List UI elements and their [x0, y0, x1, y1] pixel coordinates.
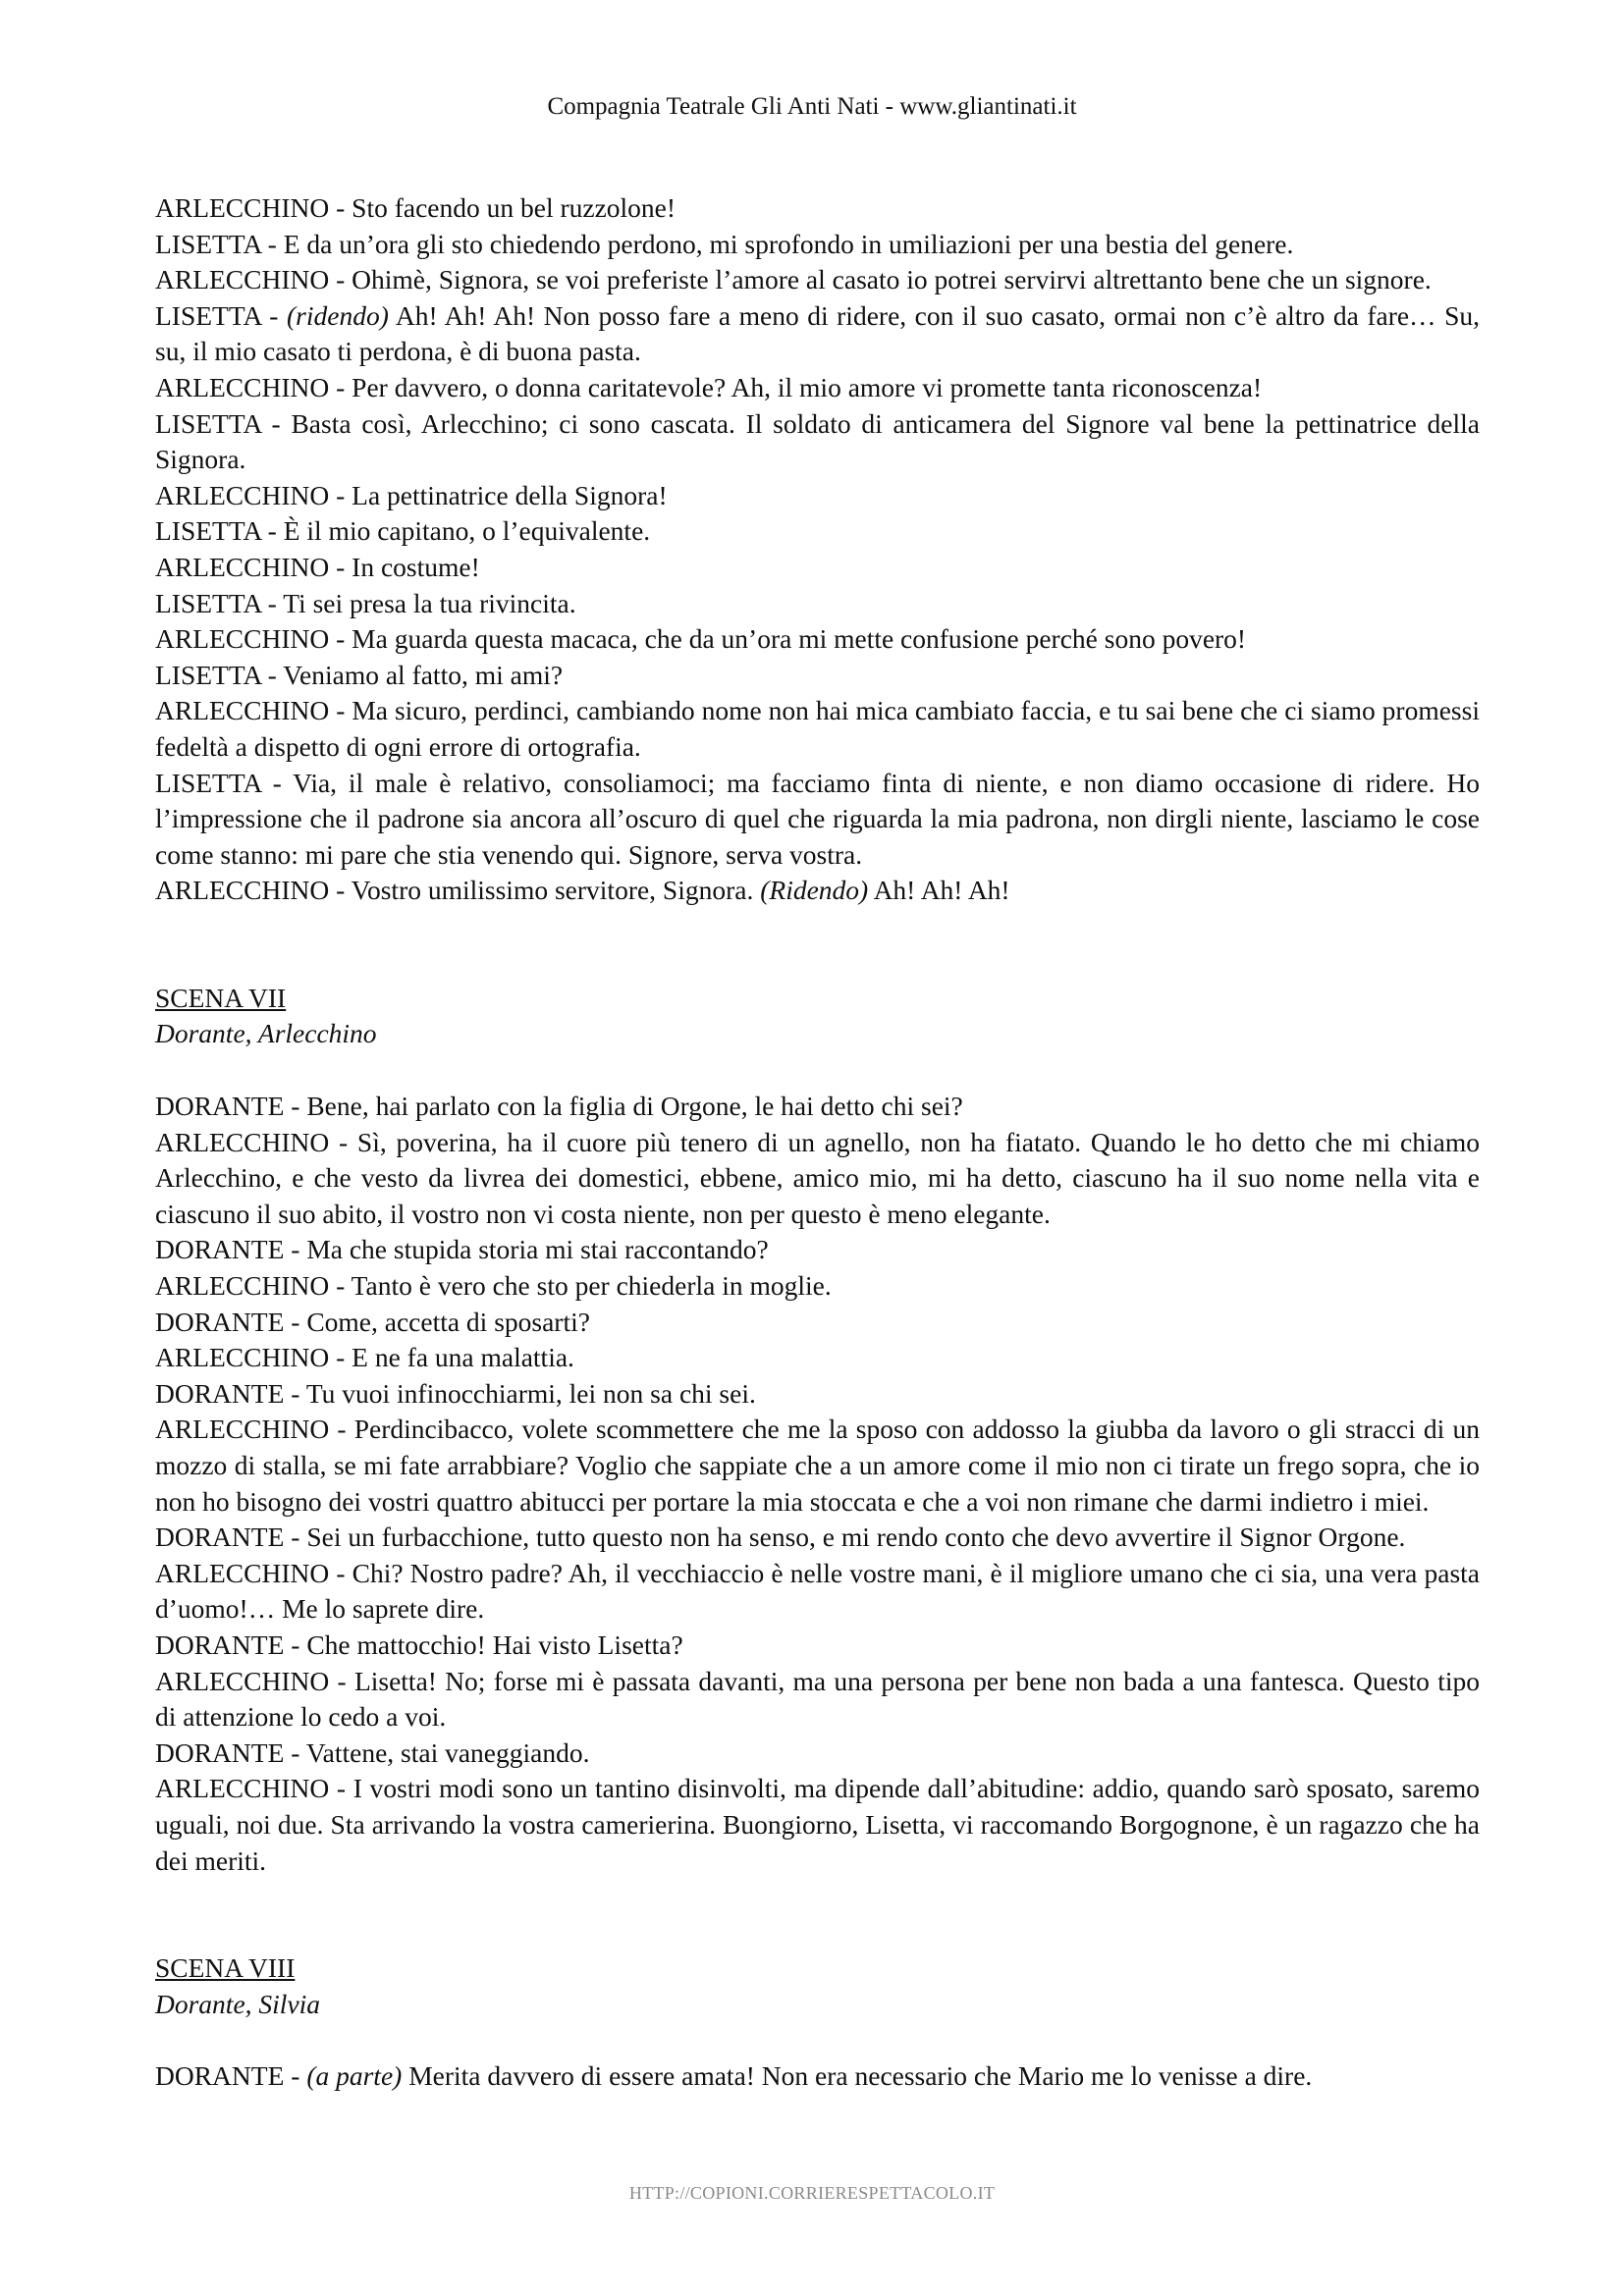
dialogue-line: ARLECCHINO - I vostri modi sono un tantino disinvolti, ma dipende dall’abitudine: addio, quando sarò sposato, saremo uguali, noi due. Sta arrivando la vostra camerierina. Buongiorno, Lisetta, vi raccomando Borgognone, è un ragazzo che ha dei meriti. — [155, 1773, 1480, 1876]
dialogue-line: DORANTE - Bene, hai parlato con la figlia di Orgone, le hai detto chi sei? — [155, 1091, 963, 1122]
dialogue-block — [155, 190, 1480, 909]
dialogue-line: LISETTA - E da un’ora gli sto chiedendo perdono, mi sprofondo in umiliazioni per una bestia del genere. — [155, 228, 1294, 259]
page-header: Compagnia Teatrale Gli Anti Nati - www.gliantinati.it — [547, 93, 1077, 120]
scene-8 — [155, 1950, 1480, 2095]
dialogue-line: ARLECCHINO - Lisetta! No; forse mi è passata davanti, ma una persona per bene non bada a una fantesca. Questo tipo di attenzione lo cedo a voi. — [155, 1665, 1480, 1733]
dialogue-line: ARLECCHINO - Sì, poverina, ha il cuore più tenero di un agnello, non ha fiatato. Quando le ho detto che mi chiamo Arlecchino, e che vesto da livrea dei domestici, ebbene, amico mio, mi ha detto, ciascuno ha il suo nome nella vita e ciascuno il suo abito, il vostro non vi costa niente, non per questo è meno elegante. — [155, 1126, 1480, 1229]
dialogue-line: ARLECCHINO - In costume! — [155, 551, 480, 582]
dialogue-line: DORANTE - Sei un furbacchione, tutto questo non ha senso, e mi rendo conto che devo avvertire il Signor Orgone. — [155, 1522, 1406, 1553]
dialogue-line: ARLECCHINO - Ma guarda questa macaca, che da un’ora mi mette confusione perché sono povero! — [155, 623, 1247, 655]
dialogue-line: ARLECCHINO - Sto facendo un bel ruzzolone! — [155, 192, 677, 223]
dialogue-line: ARLECCHINO - La pettinatrice della Signora! — [155, 479, 668, 510]
dialogue-line: LISETTA - Basta così, Arlecchino; ci sono cascata. Il soldato di anticamera del Signore val bene la pettinatrice della Signora. — [155, 407, 1480, 475]
dialogue-line: DORANTE - Ma che stupida storia mi stai raccontando? — [155, 1234, 769, 1265]
dialogue-line: ARLECCHINO - Ohimè, Signora, se voi preferiste l’amore al casato io potrei servirvi altrettanto bene che un signore. — [155, 264, 1432, 295]
scene-characters: Dorante, Silvia — [155, 1988, 321, 2019]
dialogue-line: DORANTE - Tu vuoi infinocchiarmi, lei non sa chi sei. — [155, 1377, 756, 1409]
stage-direction: (Ridendo) — [760, 875, 869, 906]
dialogue-line: DORANTE - Vattene, stai vaneggiando. — [155, 1736, 590, 1768]
dialogue-line: LISETTA - Via, il male è relativo, consoliamoci; ma facciamo finta di niente, e non diamo occasione di ridere. Ho l’impressione che il padrone sia ancora all’oscuro di quel che riguarda la mia padrona, non dirgli niente, lasciamo le cose come stanno: mi pare che stia venendo qui. Signore, serva vostra. — [155, 767, 1480, 870]
dialogue-line: LISETTA - Ti sei presa la tua rivincita. — [155, 587, 576, 618]
dialogue-line: ARLECCHINO - Perdincibacco, volete scommettere che me la sposo con addosso la giubba da lavoro o gli stracci di un mozzo di stalla, se mi fate arrabbiare? Voglio che sappiate che a un amore come il mio non ci tirate un frego sopra, che io non ho bisogno dei vostri quattro abitucci per portare la mia stoccata e che a voi non rimane che darmi indietro i miei. — [155, 1414, 1480, 1517]
dialogue-line: DORANTE - Come, accetta di sposarti? — [155, 1306, 590, 1337]
dialogue-line: ARLECCHINO - Per davvero, o donna caritatevole? Ah, il mio amore vi promette tanta riconoscenza! — [155, 371, 1263, 402]
page-footer: HTTP://COPIONI.CORRIERESPETTACOLO.IT — [628, 2183, 996, 2203]
dialogue-line: LISETTA - (ridendo) Ah! Ah! Ah! Non posso fare a meno di ridere, con il suo casato, ormai non c’è altro da fare… Su, su, il mio casato ti perdona, è di buona pasta. — [155, 299, 1480, 367]
dialogue-line: LISETTA - È il mio capitano, o l’equivalente. — [155, 515, 651, 547]
scene-characters: Dorante, Arlecchino — [155, 1018, 377, 1049]
dialogue-line: ARLECCHINO - Vostro umilissimo servitore, Signora. (Ridendo) Ah! Ah! Ah! — [155, 875, 1010, 906]
dialogue-line: DORANTE - (a parte) Merita davvero di essere amata! Non era necessario che Mario me lo venisse a dire. — [155, 2060, 1313, 2092]
script-body — [155, 190, 1480, 2095]
scene-title: SCENA VIII — [155, 1952, 296, 1984]
stage-direction: (ridendo) — [286, 299, 389, 331]
dialogue-line: ARLECCHINO - Chi? Nostro padre? Ah, il vecchiaccio è nelle vostre mani, è il migliore umano che ci sia, una vera pasta d’uomo!… Me lo saprete dire. — [155, 1557, 1480, 1625]
stage-direction: (a parte) — [306, 2060, 403, 2092]
dialogue-line: LISETTA - Veniamo al fatto, mi ami? — [155, 659, 564, 690]
dialogue-line: ARLECCHINO - Ma sicuro, perdinci, cambiando nome non hai mica cambiato faccia, e tu sai bene che ci siamo promessi fedeltà a dispetto di ogni errore di ortografia. — [155, 695, 1480, 762]
scene-title: SCENA VII — [155, 982, 287, 1013]
dialogue-line: ARLECCHINO - E ne fa una malattia. — [155, 1342, 574, 1373]
scene-7 — [155, 981, 1480, 1879]
dialogue-line: DORANTE - Che mattocchio! Hai visto Lisetta? — [155, 1629, 683, 1660]
dialogue-line: ARLECCHINO - Tanto è vero che sto per chiederla in moglie. — [155, 1270, 832, 1302]
